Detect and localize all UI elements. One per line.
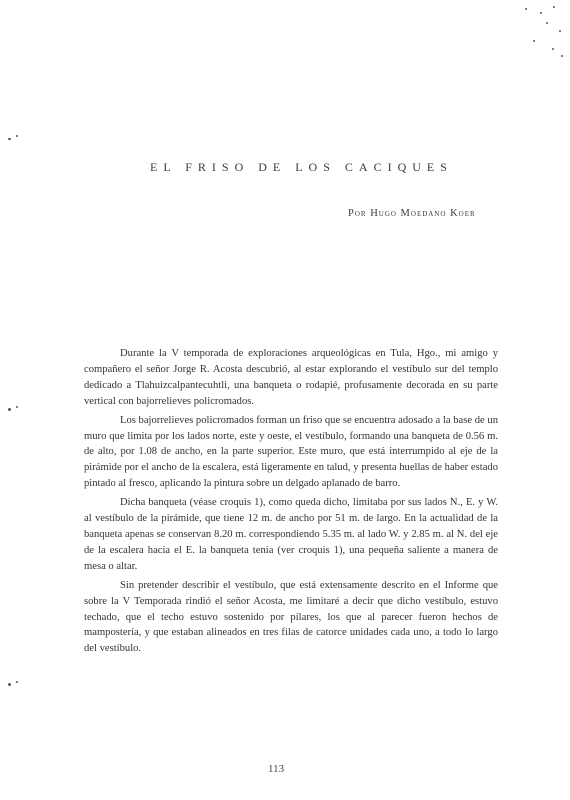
article-author: Por Hugo Moedano Koer bbox=[348, 208, 476, 219]
paragraph: Los bajorrelieves policromados forman un friso que se encuentra adosado a la base de un muro que limita por los lados norte, este y oeste, el vestíbulo, formando una banqueta de 0.56 m. de alto, por 1.08 de ancho, en la parte superior. Este muro, que está interrumpido al eje de la pirámide por el ancho de la escalera, está ligeramente en talud, y presenta huellas de haber estado pintado al fresco, aplicando la pintura sobre un delgado aplanado de barro. bbox=[84, 414, 498, 490]
scan-speck bbox=[8, 683, 11, 686]
scan-speck bbox=[561, 55, 563, 57]
article-body bbox=[84, 346, 498, 660]
scan-speck bbox=[16, 681, 18, 683]
scan-speck bbox=[525, 8, 527, 10]
scan-speck bbox=[8, 138, 11, 140]
paragraph: Durante la V temporada de exploraciones arqueológicas en Tula, Hgo., mi amigo y compañero el señor Jorge R. Acosta descubrió, al estar explorando el vestíbulo sur del templo dedicado a Tlahuizcalpantecuhtli, una banqueta o rodapié, profusamente decorada en su parte vertical con bajorrelieves policromados. bbox=[84, 348, 498, 407]
scan-speck bbox=[540, 12, 542, 14]
paragraph: Dicha banqueta (véase croquis 1), como queda dicho, limitaba por sus lados N., E. y W. al vestíbulo de la pirámide, que tiene 12 m. de ancho por 51 m. de largo. En la actualidad de la banqueta apenas se conservan 8.20 m. correspondiendo 5.35 m. al lado W. y 2.85 m. al N. del eje de la escalera hacia el E. la banqueta tenía (ver croquis 1), una pequeña saliente a manera de mesa o altar. bbox=[84, 497, 498, 572]
scan-speck bbox=[552, 48, 554, 50]
scan-speck bbox=[8, 408, 11, 411]
scan-speck bbox=[16, 135, 18, 137]
page-number: 113 bbox=[268, 763, 285, 775]
scan-speck bbox=[16, 406, 18, 408]
scan-speck bbox=[533, 40, 535, 42]
scan-speck bbox=[553, 6, 555, 8]
paragraph: Sin pretender describir el vestíbulo, que está extensamente descrito en el Informe que sobre la V Temporada rindió el señor Acosta, me limitaré a decir que dicho vestíbulo, estuvo techado, que el techo estuvo sostenido por pilares, los que al parecer fueron hechos de mampostería, y que estaban alineados en tres filas de catorce unidades cada uno, a todo lo largo del vestíbulo. bbox=[84, 579, 498, 655]
article-title: EL FRISO DE LOS CACIQUES bbox=[150, 160, 453, 174]
scan-speck bbox=[559, 30, 561, 32]
scan-speck bbox=[546, 22, 548, 24]
